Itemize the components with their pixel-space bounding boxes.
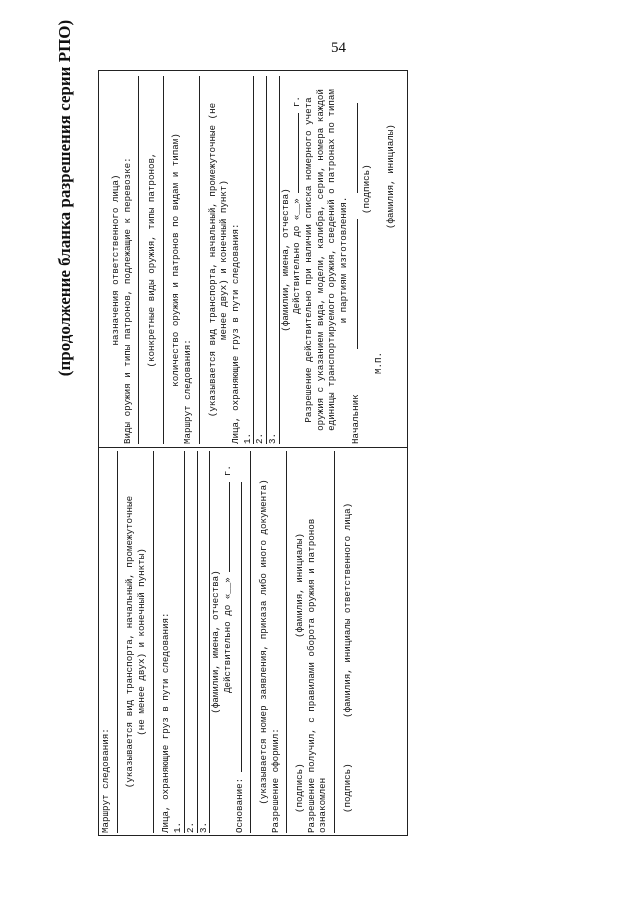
head-name-note: (фамилия, инициалы) (384, 124, 396, 229)
validity-text-1: Разрешение действительно при наличии списка номерного учета (303, 97, 314, 423)
specific-types-line (158, 76, 164, 444)
transport-note-1: (указывается вид транспорта, начальный, промежуточные (124, 495, 136, 789)
basis-row (234, 451, 246, 833)
left-form-panel (100, 451, 353, 833)
received-text-1: Разрешение получил, с правилами оборота оружия и патронов (305, 518, 317, 833)
issued-line (281, 451, 287, 833)
basis-line (241, 482, 242, 772)
weapon-types-line (133, 76, 139, 444)
valid-until-row (222, 451, 234, 833)
assignment-note: назначения ответственного лица) (110, 174, 121, 346)
stamp-row (373, 76, 385, 444)
head-row (350, 76, 362, 444)
signature-note: (подпись) (294, 763, 305, 813)
received-text-2: ознакомлен (317, 777, 329, 833)
page-number: 54 (331, 40, 346, 56)
weapon-types-label: Виды оружия и типы патронов, подлежащие к перевозке: (121, 157, 133, 444)
basis-note: (указывается номер заявления, приказа либо иного документа) (257, 479, 269, 805)
guard-item-3-right: 3. (267, 76, 280, 444)
route-line (112, 451, 118, 833)
form-divider (98, 447, 408, 448)
route-label-right: Маршрут следования: (182, 339, 194, 444)
validity-text-3: единицы транспортируемого оружия, сведений о патронах по типам (326, 89, 338, 431)
validity-text-4: и партиям изготовления. (338, 196, 350, 324)
head-label: Начальник (349, 394, 361, 444)
transport-note-2: (не менее двух) и конечный пункты) (136, 548, 148, 736)
valid-until-label-right: Действительно до «__» (291, 198, 303, 314)
surname-initials-note: (фамилия, инициалы) (294, 533, 305, 638)
head-name-line (357, 103, 358, 193)
guard-item-2-right: 2. (254, 76, 267, 444)
page-title: (продолжение бланка разрешения серии РПО) (55, 19, 74, 377)
route-line-right (194, 76, 200, 444)
signature-note-2: (подпись) (341, 763, 353, 813)
names-note: (фамилии, имена, отчества) (210, 570, 222, 714)
basis-line-2 (245, 451, 251, 833)
quantity-note: количество оружия и патронов по видам и типам) (170, 133, 182, 387)
stamp-label: М.П. (373, 351, 385, 374)
received-notes-row (342, 451, 354, 833)
valid-until-label: Действительно до «__» (221, 577, 233, 693)
valid-until-line-right (298, 113, 299, 193)
validity-text-2: оружия с указанием вида, модели, калибра, серии, номера каждой (314, 89, 326, 431)
year-suffix: г. (221, 465, 233, 477)
received-line (329, 451, 335, 833)
guard-item-3: 3. (198, 451, 211, 833)
right-form-panel (110, 76, 397, 444)
responsible-note: (фамилия, инициалы ответственного лица) (341, 502, 353, 718)
issued-notes-row (294, 451, 306, 833)
guard-item-2: 2. (185, 451, 198, 833)
guards-label: Лица, охраняющие груз в пути следования: (160, 612, 172, 833)
specific-types-note: (конкретные виды оружия, типы патронов, (146, 152, 158, 368)
transport-note-2-right: менее двух) и конечный пункт) (218, 180, 230, 340)
guards-label-right: Лица, охраняющие груз в пути следования: (229, 223, 241, 444)
head-signature-line (357, 219, 358, 349)
transport-line (148, 451, 154, 833)
issued-label: Разрешение оформил: (269, 728, 281, 833)
basis-label: Основание: (233, 777, 245, 833)
route-label: Маршрут следования: (100, 728, 111, 833)
guard-item-1: 1. (172, 451, 185, 833)
valid-until-row-right (291, 76, 303, 444)
valid-until-line (229, 482, 230, 572)
names-note-right: (фамилии, имена, отчества) (279, 188, 291, 332)
year-suffix-right: г. (291, 96, 303, 108)
transport-note-1-right: (указывается вид транспорта, начальный, промежуточные (не (206, 102, 218, 418)
head-signature-note: (подпись) (361, 164, 373, 214)
guard-item-1-right: 1. (242, 76, 255, 444)
